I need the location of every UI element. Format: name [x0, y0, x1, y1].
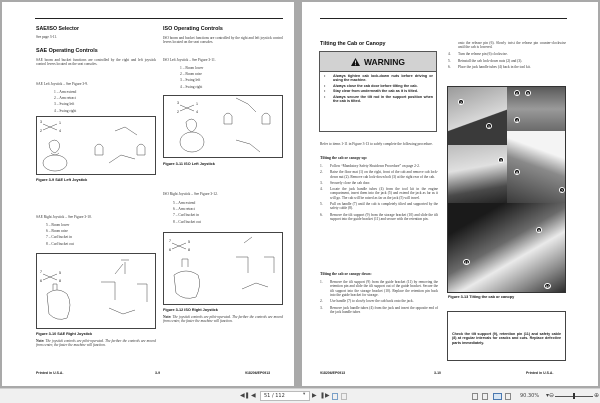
go-back-icon[interactable]	[332, 393, 338, 400]
figure-label: 4	[59, 129, 61, 133]
zoom-dropdown-icon[interactable]: ▾	[546, 392, 550, 399]
footer-right: Printed in U.S.A.	[526, 371, 554, 375]
tilting-cab-heading: Tilting the Cab or Canopy	[320, 41, 386, 47]
warning-box	[319, 51, 437, 132]
warning-triangle-icon	[351, 58, 360, 66]
sae-right-joystick-intro: SAE Right Joystick – See Figure 3-10.	[36, 215, 92, 219]
step-text: Remove the tilt support (9) from the storage bracket (10) and slide the tilt support into the guide bracket (11) and secure with the retention pin.	[330, 212, 438, 222]
list-item: 7 – Curl bucket in	[46, 235, 72, 240]
photo-handle	[507, 131, 566, 203]
joystick-diagram	[37, 117, 157, 176]
figure-label: 3	[177, 101, 179, 105]
warning-list	[320, 72, 436, 107]
step-item	[448, 59, 566, 63]
figure-label: 7	[169, 239, 171, 243]
step-text: Raise the floor mat (1) on the right, front of the cab and remove cab lock-down nut (2). Remove cab lock-down bolt (3) at the right rear of the cab.	[330, 170, 438, 179]
list-item: 8 – Curl bucket out	[46, 241, 74, 246]
step-number: 1.	[320, 164, 323, 168]
sae-controls-text: SAE boom and bucket functions are controlled by the right and left joystick control levers located on the seat consoles.	[36, 58, 156, 67]
figure-label: 6	[169, 248, 171, 252]
figure-3-11-image	[163, 95, 283, 158]
figure-label: 1	[196, 102, 198, 106]
step-number: 4.	[320, 187, 323, 192]
figure-label: 7	[40, 270, 42, 274]
step-item	[448, 52, 566, 56]
step-item	[320, 164, 438, 168]
list-item: 6 – Arm retract	[173, 207, 195, 212]
step-number: 3.	[320, 180, 323, 185]
joystick-diagram	[164, 96, 284, 159]
page-3-10	[302, 2, 598, 386]
step-item	[320, 299, 438, 303]
callout-10: 10	[545, 285, 550, 289]
check-notice-box: Check the tilt support (9), retention pin (11) and safety cable (8) at regular intervals for cracks and cuts. Replace defective parts immediately.	[447, 311, 566, 361]
step-number: 2.	[320, 299, 323, 304]
continuous-view-icon[interactable]	[482, 393, 488, 400]
sae-right-joystick-list	[46, 222, 74, 247]
header-rule	[35, 18, 283, 19]
iso-right-joystick-list	[173, 200, 201, 225]
footer-right: 918206/EP0913	[245, 371, 271, 375]
tilt-down-heading: Tilting the cab or canopy down:	[320, 272, 372, 276]
step-number: 1.	[320, 280, 323, 284]
step-item	[320, 187, 438, 200]
list-item: 2 – Arm retract	[54, 96, 76, 101]
figure-label: 6	[40, 279, 42, 283]
photo-rear-bolt	[448, 145, 507, 203]
photo-floor-mat	[448, 87, 507, 145]
list-item: 8 – Curl bucket out	[173, 219, 201, 224]
tilt-down-steps	[320, 280, 438, 316]
step-item	[320, 306, 438, 315]
iso-note	[163, 315, 283, 324]
figure-3-13-photo	[447, 86, 566, 293]
list-item: 3 – Swing left	[180, 78, 201, 83]
figure-label: 3	[40, 120, 42, 124]
note-label: Note:	[163, 315, 172, 319]
step-item	[320, 213, 438, 222]
go-forward-icon[interactable]	[341, 393, 347, 400]
sae-left-joystick-intro: SAE Left Joystick – See Figure 3-9.	[36, 82, 89, 86]
list-item: 4 – Swing right	[54, 108, 77, 113]
single-page-view-icon[interactable]	[472, 393, 478, 400]
callout-11: 11	[464, 261, 469, 265]
callout-3: 3	[500, 159, 502, 163]
sae-iso-selector-text: See page 3-11.	[36, 35, 58, 39]
list-item: 1 – Arm extend	[54, 90, 77, 94]
figure-3-12-image	[163, 232, 283, 305]
iso-left-joystick-intro: ISO Left Joystick – See Figure 3-11.	[163, 58, 216, 62]
last-page-icon[interactable]: ❚▶	[320, 392, 330, 399]
next-page-icon[interactable]: ▶	[312, 392, 317, 399]
figure-3-11-caption: Figure 3-11 ISO Left Joystick	[163, 162, 215, 166]
figure-label: 5	[59, 271, 61, 275]
step-number: 3.	[320, 305, 323, 310]
step-text: Locate the jack handle tubes (4) from the tool kit in the engine compartment, insert them into the jack (5) and extend the jack as far as it will go. The cab will be raised as far as the jack (5) will travel.	[330, 187, 438, 200]
callout-8: 8	[516, 171, 518, 175]
step-number: 2.	[320, 170, 323, 175]
figure-label: 2	[177, 110, 179, 114]
two-page-continuous-view-icon[interactable]	[505, 393, 511, 400]
figure-3-9-caption: Figure 3-9 SAE Left Joystick	[36, 178, 88, 182]
footer-left: 918206/EP0913	[320, 371, 346, 375]
figure-label: 8	[59, 279, 61, 283]
step-continued	[448, 41, 566, 50]
callout-7: 7	[561, 189, 563, 193]
warning-item: • Always close the cab door before tilting the cab.	[323, 84, 433, 89]
list-item: 3 – Swing left	[54, 102, 75, 107]
step-number: 6.	[320, 212, 323, 217]
warning-item: • Always tighten cab lock-down nuts before driving or using the machine.	[323, 74, 433, 84]
photo-tilt-support	[448, 203, 566, 293]
warning-item: • Always secure the tilt rod in the support position when the cab is tilted.	[323, 95, 433, 105]
zoom-slider-thumb[interactable]	[573, 393, 575, 399]
figure-label: 2	[40, 129, 42, 133]
list-item: 6 – Boom raise	[46, 229, 68, 234]
figure-label: 5	[188, 240, 190, 244]
callout-2: 2	[460, 101, 462, 105]
footer-page-number: 3-9	[155, 371, 161, 375]
iso-right-joystick-intro: ISO Right Joystick – See Figure 3-12.	[163, 192, 218, 196]
list-item: 1 – Boom lower	[180, 66, 204, 70]
joystick-diagram	[37, 254, 157, 330]
zoom-out-icon[interactable]: ⊖	[549, 392, 555, 399]
step-text: Place the jack handle tubes (4) back in the tool kit.	[458, 64, 531, 69]
step-item	[320, 170, 438, 179]
note-text: The joystick controls are pilot-operated. The farther the controls are moved from center, the faster the machine will function.	[36, 339, 156, 348]
figure-3-10-image	[36, 253, 156, 329]
figure-3-10-caption: Figure 3-10 SAE Right Joystick	[36, 332, 93, 336]
viewer-toolbar	[0, 388, 600, 403]
footer-page-number: 3-10	[434, 371, 442, 375]
callout-5: 5	[527, 92, 529, 96]
note-text: The joystick controls are pilot-operated. The farther the controls are moved from center, the faster the machine will function.	[163, 315, 283, 324]
callout-9: 9	[538, 229, 540, 233]
warning-item: • Stay clear from underneath the cab as it is tilted.	[323, 89, 433, 94]
iso-left-joystick-list	[180, 65, 203, 90]
figure-3-13-caption: Figure 3-13 Tilting the cab or canopy	[448, 295, 515, 299]
step-text: onto the release pin (6). Slowly twist the release pin counter-clockwise until the cab is lowered.	[458, 41, 566, 50]
step-number: 4.	[448, 52, 451, 57]
step-text: Follow “Mandatory Safety Shutdown Procedure” on page 2-2.	[330, 164, 420, 168]
step-text: Pull on handle (7) until the cab is completely tilted and supported by the safety cable (8).	[330, 202, 438, 211]
header-rule	[320, 18, 567, 19]
list-item: 5 – Arm extend	[173, 201, 196, 205]
list-item: 5 – Boom lower	[46, 223, 70, 227]
step-item	[320, 181, 438, 185]
sae-iso-selector-heading: SAE/ISO Selector	[36, 26, 79, 32]
iso-controls-text: ISO boom and bucket functions are controlled by the right and left joystick control levers located on the seat consoles.	[163, 36, 283, 45]
step-number: 5.	[448, 58, 451, 63]
zoom-level[interactable]: 90.30%	[520, 393, 540, 399]
zoom-in-icon[interactable]: ⊕	[594, 392, 600, 399]
step-number: 5.	[320, 202, 323, 207]
sae-left-joystick-list	[54, 89, 76, 114]
page-dropdown-icon[interactable]: ▾	[303, 392, 306, 397]
step-text: Securely close the cab door.	[330, 180, 371, 185]
step-text: Remove jack handle tubes (4) from the jack and insert the opposite end of the jack handle tubes	[330, 305, 438, 315]
prev-page-icon[interactable]: ◀	[251, 392, 256, 399]
figure-label: 8	[188, 248, 190, 252]
step-text: Use handle (7) to slowly lower the cab back onto the jack.	[330, 299, 414, 304]
page-number-input[interactable]: 51 / 112	[260, 391, 310, 401]
intro-text: Refer to items 1-11 in Figure 3-13 to safely complete the following procedure.	[320, 142, 433, 146]
footer-left: Printed in U.S.A.	[36, 371, 64, 375]
tilt-up-heading: Tilting the cab or canopy up:	[320, 156, 368, 160]
step-item	[320, 280, 438, 298]
list-item: 2 – Boom raise	[180, 72, 202, 77]
sae-controls-heading: SAE Operating Controls	[36, 48, 98, 54]
two-page-view-icon[interactable]	[493, 393, 502, 400]
joystick-diagram	[164, 233, 284, 306]
step-text: Remove the tilt support (9) from the guide bracket (11) by removing the retention pin and slide the tilt support out of the guide bracket. Secure the tilt support into the storage bracket (10). Replace the retention pin back into the guide bracket for storage.	[330, 280, 438, 298]
tilt-up-steps	[320, 164, 438, 223]
sae-note	[36, 339, 156, 348]
list-item: 4 – Swing right	[180, 84, 203, 89]
step-text: Turn the release pin (6) clockwise.	[458, 52, 508, 57]
step-text: Reinstall the cab lock-down nuts (2) and (3).	[458, 58, 523, 63]
page-3-9	[2, 2, 294, 386]
callout-4: 4	[516, 119, 518, 123]
figure-label: 1	[59, 121, 61, 125]
warning-header	[320, 52, 436, 72]
iso-controls-heading: ISO Operating Controls	[163, 26, 223, 32]
note-label: Note:	[36, 339, 45, 343]
first-page-icon[interactable]: ◀❚	[240, 392, 250, 399]
callout-6: 6	[516, 92, 518, 96]
tilt-down-steps-continued	[448, 41, 566, 71]
callout-1: 1	[488, 125, 490, 129]
figure-label: 4	[196, 110, 198, 114]
step-number: 6.	[448, 64, 451, 69]
figure-3-12-caption: Figure 3-12 ISO Right Joystick	[163, 308, 218, 312]
figure-3-9-image	[36, 116, 156, 175]
list-item: 7 – Curl bucket in	[173, 213, 199, 218]
step-item	[448, 65, 566, 69]
warning-title: WARNING	[363, 56, 406, 67]
step-item	[320, 202, 438, 211]
